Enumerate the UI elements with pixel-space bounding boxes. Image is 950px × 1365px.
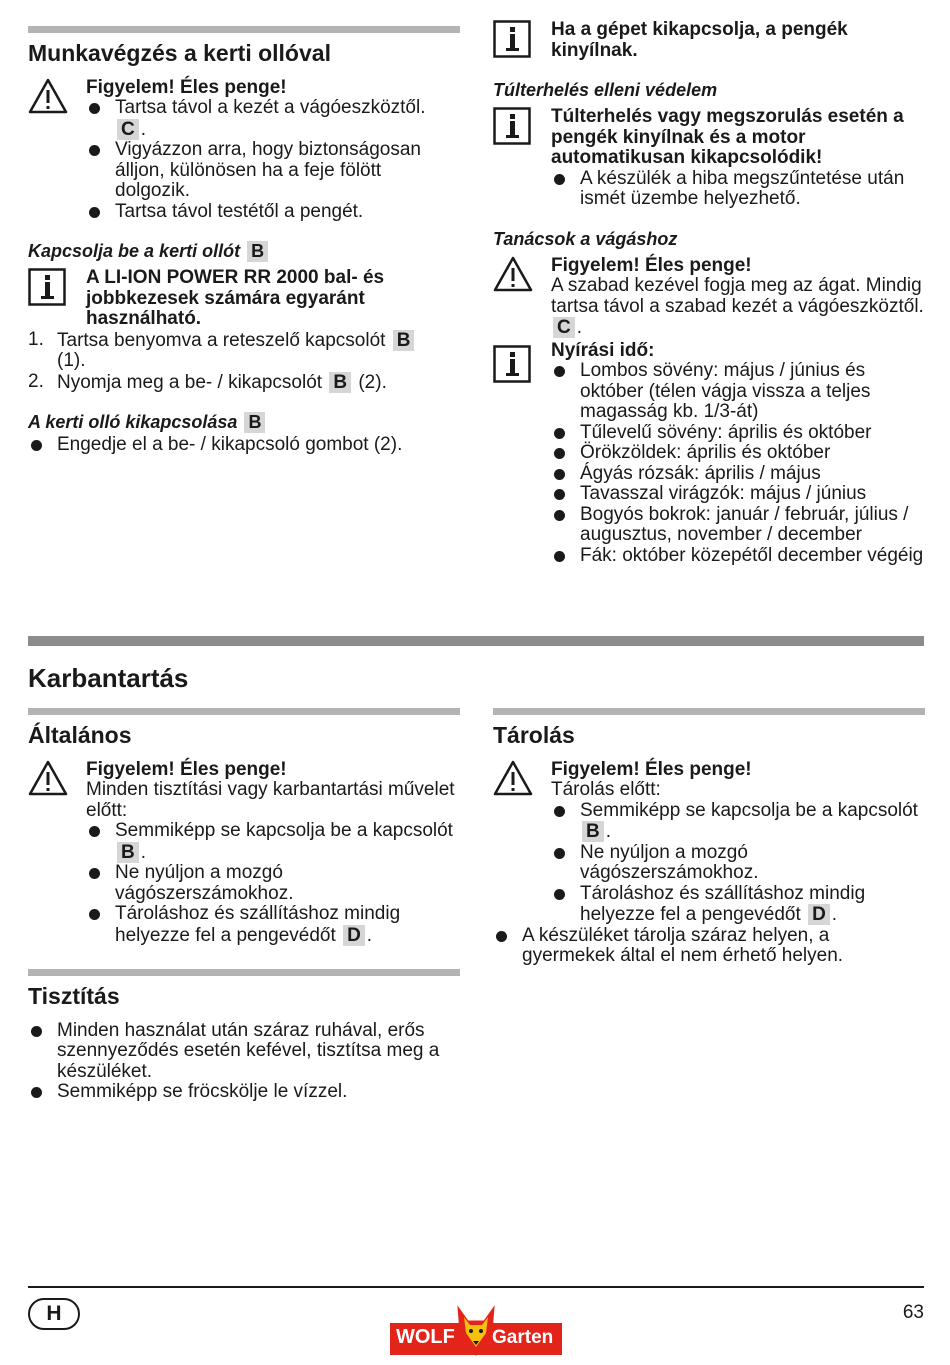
cut-time-list: [551, 361, 925, 566]
list-item: Ne nyúljon a mozgó vágószerszámokhoz.: [551, 843, 925, 884]
list-item: A készülék a hiba megszűntetése után ismét üzembe helyezhető.: [551, 169, 925, 210]
general-list: [86, 821, 460, 946]
fox-head-icon: [456, 1305, 496, 1357]
figure-ref-tag: B: [117, 842, 139, 863]
brand-logo: [390, 1305, 562, 1357]
warning-heading: Figyelem! Éles penge!: [551, 758, 752, 780]
section-rule: [28, 636, 924, 646]
footer-rule: [28, 1286, 924, 1288]
cleaning-list: [28, 1021, 460, 1103]
logo-text-wolf: WOLF: [396, 1326, 455, 1348]
warning-text: Minden tisztítási vagy karbantartási művelet előtt:: [86, 779, 455, 821]
warning-triangle-icon: [493, 256, 533, 292]
warning-list: [86, 98, 460, 222]
list-item: Ne nyúljon a mozgó vágószerszámokhoz.: [86, 863, 460, 904]
section-rule: [28, 969, 460, 976]
list-item: Bogyós bokrok: január / február, július / augusztus, november / december: [551, 505, 925, 546]
page-number: 63: [902, 1302, 924, 1323]
section-rule: [28, 708, 460, 715]
section-rule: [28, 26, 460, 33]
figure-ref-tag: D: [808, 904, 830, 925]
cut-time-heading: Nyírási idő:: [551, 339, 655, 361]
figure-ref-tag: B: [247, 241, 268, 262]
list-item: Tartsa távol a kezét a vágóeszköztől. C .: [86, 98, 460, 140]
warning-heading: Figyelem! Éles penge!: [86, 758, 287, 780]
overload-section: [493, 79, 925, 210]
list-item: Tároláshoz és szállításhoz mindig helyezze fel a pengevédőt D .: [551, 884, 925, 926]
section-rule: [493, 708, 925, 715]
warning-text: A szabad kezével fogja meg az ágat. Mindig tartsa távol a szabad kezét a vágóeszköztől. C .: [551, 275, 924, 338]
info-icon: [493, 345, 531, 383]
list-item: Semmiképp se kapcsolja be a kapcsolót B .: [551, 801, 925, 843]
info-text: A LI-ION POWER RR 2000 bal- és jobbkezesek számára egyaránt használható.: [86, 267, 385, 330]
warning-block: [493, 256, 925, 339]
list-item: Semmiképp se kapcsolja be a kapcsolót B .: [86, 821, 460, 863]
warning-triangle-icon: [28, 78, 68, 114]
info-block: [493, 341, 925, 567]
figure-ref-tag: D: [343, 925, 365, 946]
warning-text: Tárolás előtt:: [551, 779, 661, 801]
list-item: Minden használat után száraz ruhával, erős szennyeződés esetén kefével, tisztítsa meg a készüléket.: [28, 1021, 460, 1083]
section-title-maintenance: Karbantartás: [28, 663, 189, 693]
steps-list: [28, 330, 460, 394]
figure-ref-tag: B: [329, 372, 351, 393]
storage-list: [551, 801, 925, 926]
warning-block: [28, 760, 460, 947]
section-title-working: Munkavégzés a kerti ollóval: [28, 40, 331, 66]
list-item: 2. Nyomja meg a be- / kikapcsolót B (2).: [28, 370, 387, 393]
info-block: [493, 107, 925, 210]
list-item: Semmiképp se fröcskölje le vízzel.: [28, 1082, 460, 1103]
warning-triangle-icon: [493, 760, 533, 796]
list-item: Engedje el a be- / kikapcsoló gombot (2).: [28, 435, 460, 456]
info-block: [493, 20, 925, 61]
list-item: Tavasszal virágzók: május / június: [551, 484, 925, 505]
storage-outer-list: [493, 926, 925, 967]
list-item: Tűlevelű sövény: április és október: [551, 423, 925, 444]
subheading-tips: Tanácsok a vágáshoz: [493, 228, 678, 249]
warning-block: [28, 78, 460, 223]
maintenance-header: [28, 636, 924, 695]
section-title-general: Általános: [28, 722, 132, 748]
general-section: [28, 708, 460, 946]
figure-ref-tag: C: [117, 119, 139, 140]
list-item: 1. Tartsa benyomva a reteszelő kapcsolót B (1).: [28, 330, 460, 372]
warning-block: [493, 760, 925, 926]
left-top-column: [28, 26, 460, 456]
warning-heading: Figyelem! Éles penge!: [551, 254, 752, 276]
storage-section: [493, 708, 925, 967]
tips-section: [493, 228, 925, 567]
list-item: Tartsa távol testétől a pengét.: [86, 202, 460, 223]
list-item: Örökzöldek: április és október: [551, 443, 925, 464]
figure-ref-tag: B: [244, 412, 265, 433]
figure-ref-tag: C: [553, 317, 575, 338]
subheading-overload: Túlterhelés elleni védelem: [493, 80, 718, 100]
subheading-switch-off: A kerti olló kikapcsolása B: [28, 411, 460, 433]
warning-triangle-icon: [28, 760, 68, 796]
overload-list: [551, 169, 925, 210]
language-badge: H: [28, 1298, 80, 1330]
switch-off-list: [28, 435, 460, 456]
section-title-cleaning: Tisztítás: [28, 983, 120, 1009]
subheading-switch-on: Kapcsolja be a kerti ollót B: [28, 240, 460, 262]
info-icon: [493, 20, 531, 58]
list-item: Ágyás rózsák: április / május: [551, 464, 925, 485]
info-icon: [493, 107, 531, 145]
logo-text-garten: Garten: [492, 1327, 554, 1348]
section-title-storage: Tárolás: [493, 722, 575, 748]
list-item: A készüléket tárolja száraz helyen, a gyermekek által el nem érhető helyen.: [493, 926, 925, 967]
figure-ref-tag: B: [393, 330, 415, 351]
info-text: Ha a gépet kikapcsolja, a pengék kinyílnak.: [551, 19, 848, 61]
list-item: Lombos sövény: május / június és október (télen vágja vissza a teljes magasság kb. 1/3-át): [551, 361, 925, 423]
figure-ref-tag: B: [582, 821, 604, 842]
info-text: Túlterhelés vagy megszorulás esetén a pengék kinyílnak és a motor automatikusan kikapcsolódik!: [551, 106, 904, 168]
list-item: Tároláshoz és szállításhoz mindig helyezze fel a pengevédőt D .: [86, 904, 460, 946]
list-item: Fák: október közepétől december végéig: [551, 546, 925, 567]
warning-heading: Figyelem! Éles penge!: [86, 76, 287, 98]
right-top-column: [493, 20, 925, 566]
switch-on-section: [28, 240, 460, 393]
cleaning-section: [28, 969, 460, 1103]
info-block: [28, 268, 460, 330]
info-icon: [28, 268, 66, 306]
switch-off-section: [28, 411, 460, 456]
list-item: Vigyázzon arra, hogy biztonságosan álljon, különösen ha a feje fölött dolgozik.: [86, 140, 460, 202]
